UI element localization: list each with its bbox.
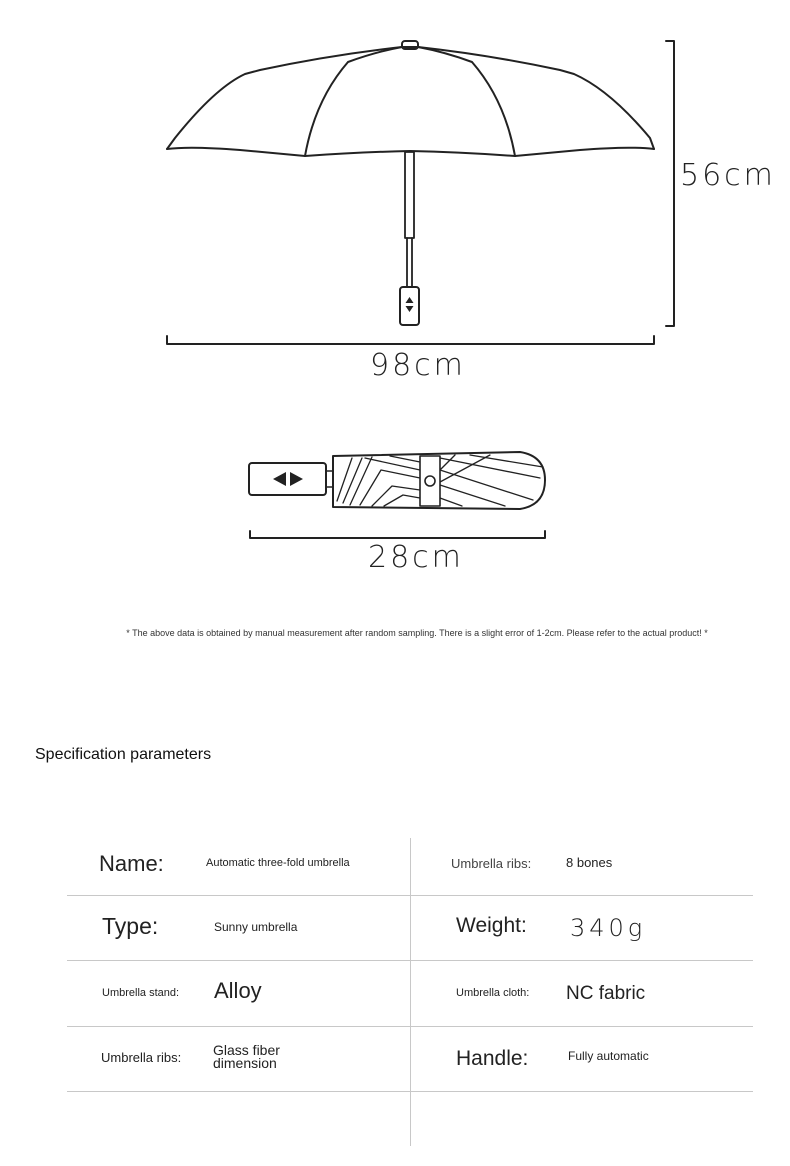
table-divider: [67, 895, 753, 896]
spec-handle-label: Handle:: [456, 1047, 529, 1070]
table-divider: [67, 1026, 753, 1027]
spec-stand-label: Umbrella stand:: [102, 987, 180, 999]
table-divider-vertical: [410, 838, 411, 1146]
spec-handle-value: Fully automatic: [568, 1049, 649, 1063]
folded-dimension-label: 28cm: [368, 540, 464, 575]
spec-weight-value: 340g: [570, 914, 647, 942]
arrow-left-icon: [273, 472, 286, 486]
table-divider: [67, 1091, 753, 1092]
spec-ribs-label: Umbrella ribs:: [451, 856, 532, 871]
folded-dimension-line: [250, 531, 545, 538]
spec-ribs-value: 8 bones: [566, 855, 613, 870]
section-title: Specification parameters: [35, 746, 212, 763]
spec-stand-value: Alloy: [214, 978, 262, 1003]
height-dimension-label: 56cm: [680, 158, 776, 193]
spec-name-value: Automatic three-fold umbrella: [206, 857, 350, 869]
spec-cloth-label: Umbrella cloth:: [456, 987, 530, 999]
arrow-down-icon: [406, 306, 414, 312]
arrow-right-icon: [290, 472, 303, 486]
spec-material-value-line2: dimension: [213, 1055, 277, 1071]
spec-type-label: Type:: [102, 913, 159, 939]
spec-material-label: Umbrella ribs:: [101, 1050, 182, 1065]
spec-cloth-value: NC fabric: [566, 983, 646, 1004]
spec-name-label: Name:: [99, 851, 164, 876]
arrow-up-icon: [406, 297, 414, 303]
spec-material-value: [213, 1044, 280, 1070]
table-divider: [67, 960, 753, 961]
height-dimension-line: [666, 41, 674, 326]
width-dimension-line: [167, 336, 654, 344]
spec-weight-label: Weight:: [456, 914, 527, 937]
spec-type-value: Sunny umbrella: [214, 920, 298, 934]
measurement-note: * The above data is obtained by manual measurement after random sampling. There is a slight error of 1-2cm. Please refer to the actual product! *: [126, 628, 708, 638]
width-dimension-label: 98cm: [370, 348, 466, 383]
open-umbrella-drawing: [167, 41, 654, 325]
spec-material-value-line1: Glass fiber: [213, 1042, 280, 1058]
